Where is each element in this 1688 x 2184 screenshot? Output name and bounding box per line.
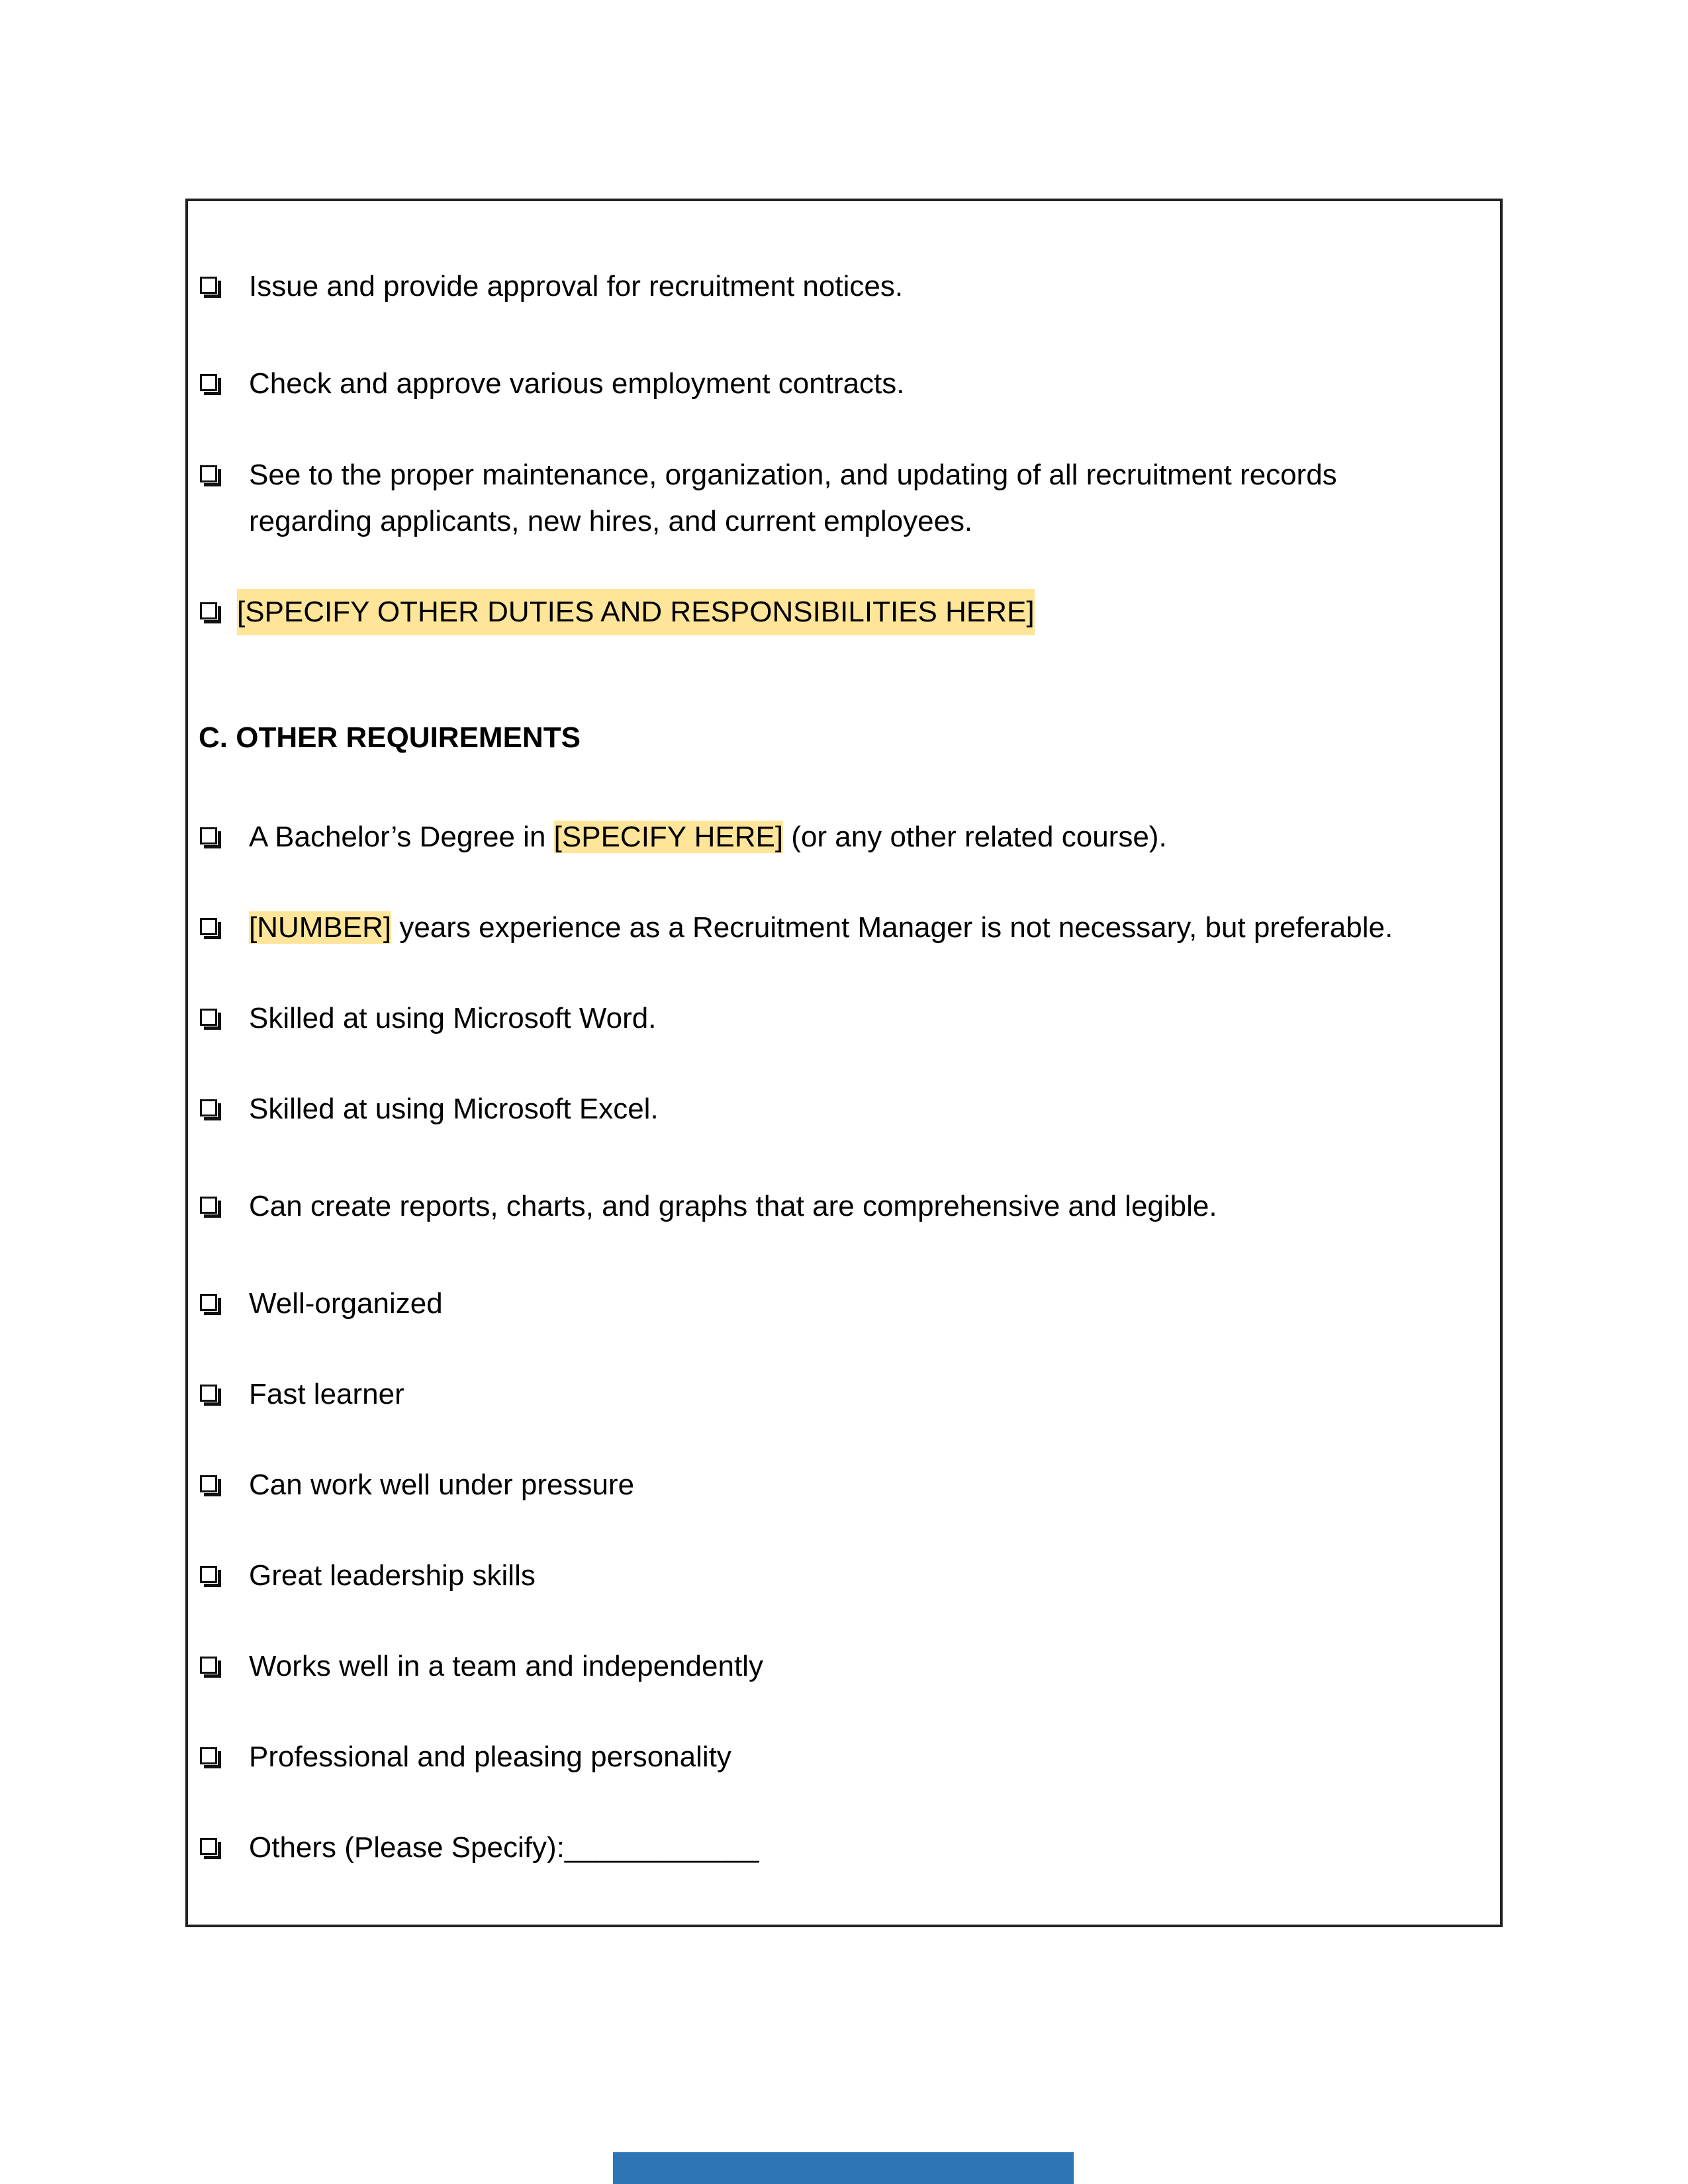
degree-placeholder-highlight[interactable]: [SPECIFY HERE] [553, 821, 784, 853]
checklist-item-personality[interactable] [199, 1734, 731, 1780]
checkbox-icon[interactable] [199, 1643, 225, 1690]
checkbox-icon[interactable] [199, 1734, 225, 1780]
item-label: Skilled at using Microsoft Excel. [249, 1093, 659, 1125]
experience-text-after: years experience as a Recruitment Manager is not necessary, but preferable. [391, 911, 1393, 944]
degree-text-before: A Bachelor’s Degree in [249, 821, 554, 853]
item-label: Check and approve various employment contracts. [249, 367, 905, 400]
checklist-item-duty-3[interactable] [199, 452, 1474, 545]
others-specify-field[interactable]: Others (Please Specify):____________ [249, 1831, 759, 1864]
item-label-line-2: regarding applicants, new hires, and current employees. [249, 505, 973, 537]
checkbox-icon[interactable] [199, 1825, 225, 1871]
item-label [249, 452, 1474, 545]
checklist-item-pressure[interactable] [199, 1462, 634, 1508]
checkbox-icon[interactable] [199, 589, 225, 635]
checklist-item-reports[interactable] [199, 1183, 1217, 1230]
item-label: Well-organized [249, 1287, 443, 1320]
checklist-item-leadership[interactable] [199, 1553, 536, 1599]
checklist-item-teamwork[interactable] [199, 1643, 763, 1690]
checklist-item-excel[interactable] [199, 1086, 659, 1132]
checkbox-icon[interactable] [199, 1371, 225, 1418]
item-label: Fast learner [249, 1378, 404, 1410]
checkbox-icon[interactable] [199, 1462, 225, 1508]
item-label: Issue and provide approval for recruitment notices. [249, 270, 904, 302]
number-placeholder-highlight[interactable]: [NUMBER] [249, 911, 392, 944]
checklist-item-others[interactable] [199, 1825, 759, 1871]
checkbox-icon[interactable] [199, 814, 225, 860]
checkbox-icon[interactable] [199, 361, 225, 407]
checkbox-icon[interactable] [199, 1183, 225, 1230]
degree-text-after: (or any other related course). [783, 821, 1167, 853]
checkbox-icon[interactable] [199, 1553, 225, 1599]
checkbox-icon[interactable] [199, 452, 225, 498]
checkbox-icon[interactable] [199, 263, 225, 310]
section-heading: C. OTHER REQUIREMENTS [199, 721, 581, 754]
checklist-item-organized[interactable] [199, 1281, 443, 1327]
checklist-item-fast-learner[interactable] [199, 1371, 404, 1418]
checklist-item-duty-4[interactable] [199, 589, 1035, 635]
checkbox-icon[interactable] [199, 1086, 225, 1132]
footer-bar [613, 2152, 1074, 2184]
item-label: Great leadership skills [249, 1559, 536, 1592]
checklist-item-degree[interactable] [199, 814, 1167, 860]
checkbox-icon[interactable] [199, 1281, 225, 1327]
checkbox-icon[interactable] [199, 905, 225, 951]
item-label: Can work well under pressure [249, 1469, 635, 1501]
checklist-item-experience[interactable] [199, 905, 1393, 951]
item-label [249, 814, 1167, 860]
placeholder-highlight[interactable]: [SPECIFY OTHER DUTIES AND RESPONSIBILITIES HERE] [237, 589, 1035, 635]
item-label: Can create reports, charts, and graphs that are comprehensive and legible. [249, 1190, 1217, 1222]
item-label-line-1: See to the proper maintenance, organization, and updating of all recruitment records [249, 459, 1337, 491]
item-label [249, 905, 1393, 951]
item-label: Skilled at using Microsoft Word. [249, 1002, 657, 1034]
checklist-item-duty-1[interactable] [199, 263, 903, 310]
item-label: Works well in a team and independently [249, 1650, 763, 1682]
checkbox-icon[interactable] [199, 995, 225, 1042]
checklist-item-word[interactable] [199, 995, 656, 1042]
item-label: Professional and pleasing personality [249, 1741, 731, 1773]
checklist-item-duty-2[interactable] [199, 361, 905, 407]
